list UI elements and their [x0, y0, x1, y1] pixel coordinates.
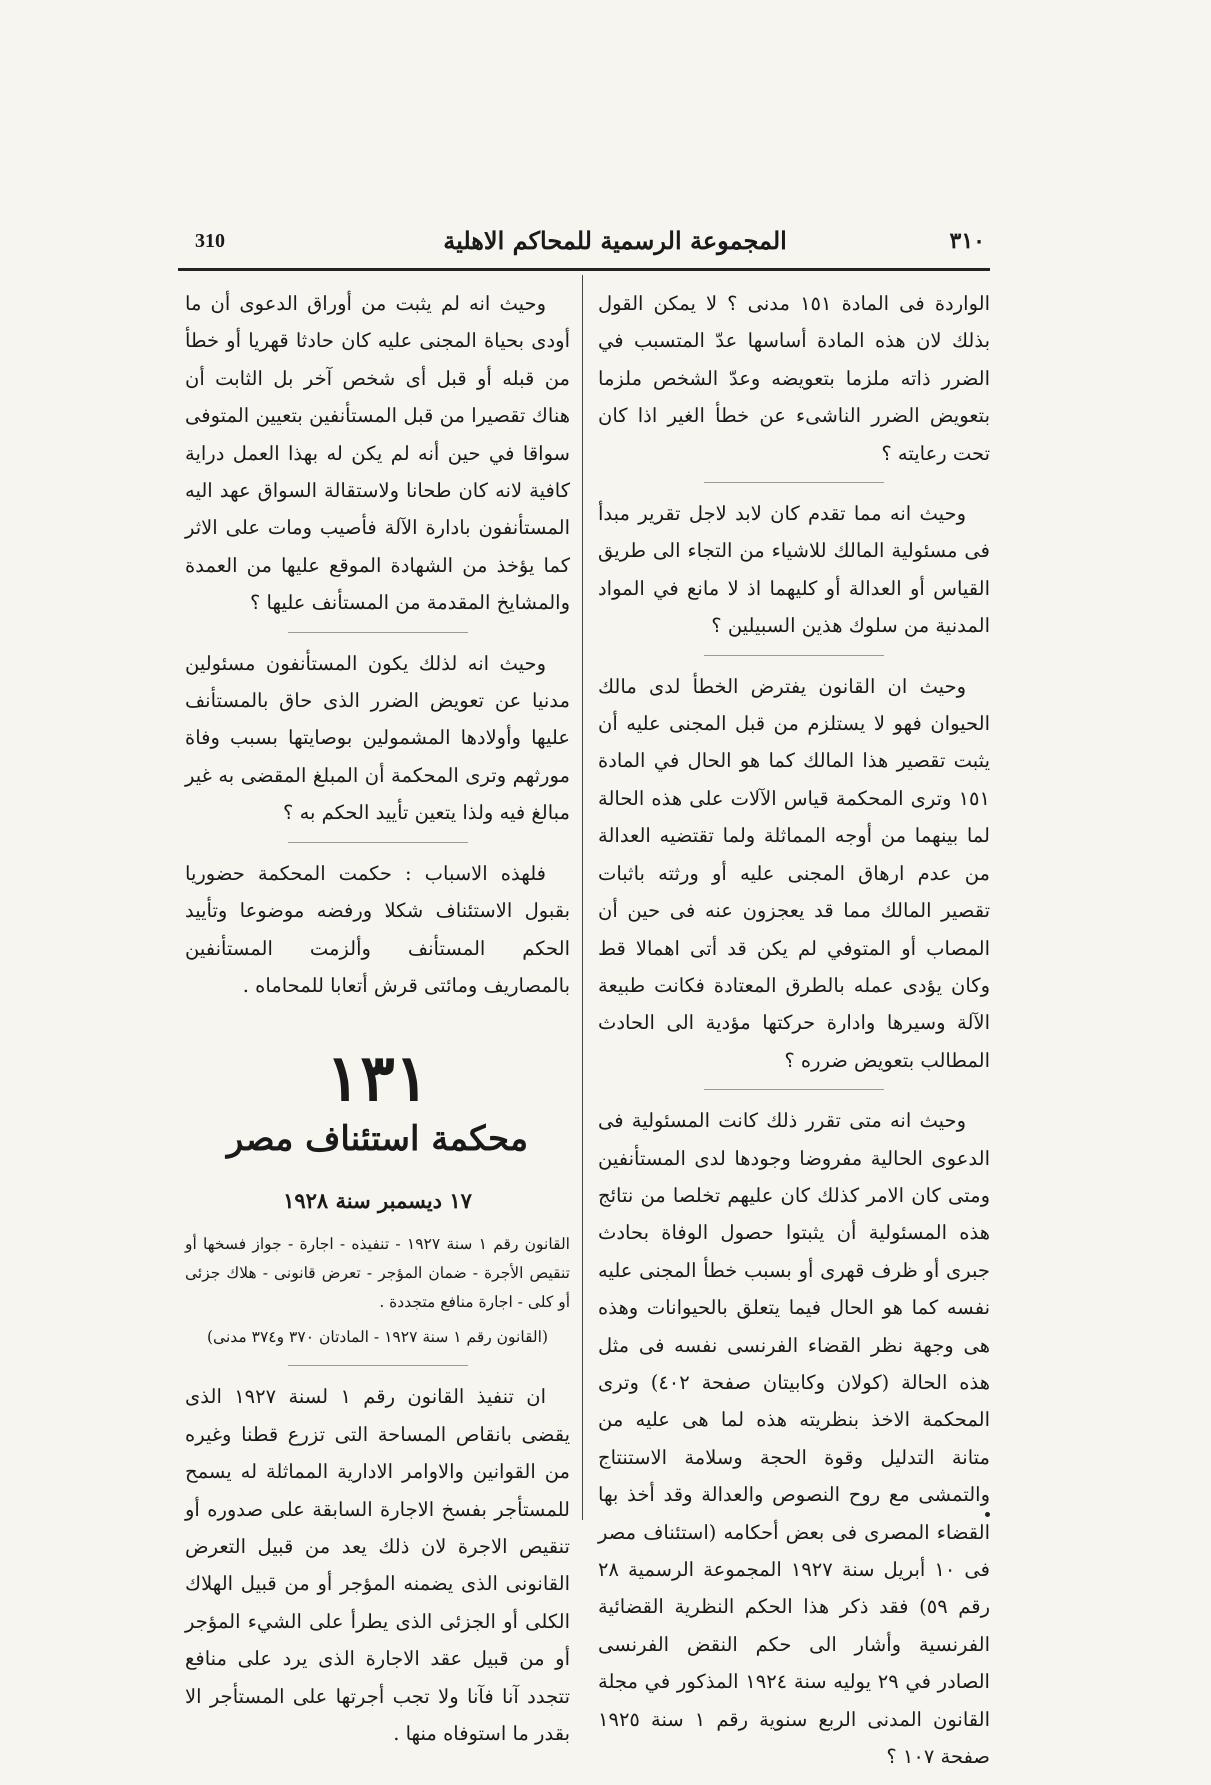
case-principle: ان تنفيذ القانون رقم ١ لسنة ١٩٢٧ الذى يقضى بانقاص المساحة التى تزرع قطنا وغيره من القوانين والاوامر الادارية المماثلة له يسمح للمستأجر بفسخ الاجارة السابقة على صدوره أو تنقيص الاجرة لان ذلك يعد من قبيل التعرض القانونى الذى يضمنه المؤجر أو من قبيل الهلاك الكلى أو الجزئى الذى يطرأ على الشيء المؤجر أو من قبيل عقد الاجارة الذى يرد على منافع تتجدد آنا فآنا ولا تجب أجرتها على المستأجر الا بقدر ما استوفاه منها .	[185, 1385, 570, 1745]
paragraph: الواردة فى المادة ١٥١ مدنى ؟ لا يمكن القول بذلك لان هذه المادة أساسها عدّ المتسبب في الضرر ذاته ملزما بتعويضه وعدّ الشخص ملزما بتعويض الضرر الناشىء عن خطأ الغير اذا كان تحت رعايته ؟	[598, 292, 990, 465]
paragraph-separator	[704, 482, 884, 483]
page-number-latin: 310	[195, 230, 225, 252]
paragraph: وحيث انه مما تقدم كان لابد لاجل تقرير مبدأ فى مسئولية المالك للاشياء من التجاء الى طريق القياس أو العدالة أو كليهما اذ لا مانع في المواد المدنية من سلوك هذين السبيلين ؟	[598, 502, 990, 638]
paragraph: فلهذه الاسباب : حكمت المحكمة حضوريا بقبول الاستئناف شكلا ورفضه موضوعا وتأييد الحكم المستأنف وألزمت المستأنفين بالمصاريف ومائتى قرش أتعابا للمحاماه .	[185, 861, 570, 997]
page-number-arabic: ٣١٠	[949, 228, 985, 254]
paragraph: وحيث انه لم يثبت من أوراق الدعوى أن ما أودى بحياة المجنى عليه كان حادثا قهريا أو خطأ من قبله أو قبل أى شخص آخر بل الثابت أن هناك تقصيرا من قبل المستأنفين بتعيين المتوفى سواقا في حين أنه لم يكن له بهذا العمل دراية كافية لانه كان طحانا ولاستقالة السواق عهد اليه المستأنفون بادارة الآلة فأصيب ومات على الاثر كما يؤخذ من الشهادة الموقع عليها من العمدة والمشايخ المقدمة من المستأنف عليها ؟	[185, 292, 570, 615]
ink-dot	[985, 1512, 990, 1517]
paragraph: وحيث ان القانون يفترض الخطأ لدى مالك الحيوان فهو لا يستلزم من قبل المجنى عليه أن يثبت تقصير هذا المالك كما هو الحال في المادة ١٥١ وترى المحكمة قياس الآلات على هذه الحالة لما بينهما من أوجه المماثلة ولما تقتضيه العدالة من عدم ارهاق المجنى عليه أو ورثته باثبات تقصير المالك مما قد يعجزون عنه فى حين أن المصاب أو المتوفي لم يكن قد أتى اهمالا قط وكان يؤدى عمله بالطرق المعتادة فكانت طبيعة الآلة وسيرها وادارة حركتها مؤدية الى الحادث المطالب بتعويض ضرره ؟	[598, 674, 990, 1072]
running-title: المجموعة الرسمية للمحاكم الاهلية	[443, 226, 787, 255]
paragraph-separator	[288, 1365, 468, 1366]
paragraph: وحيث انه متى تقرر ذلك كانت المسئولية فى الدعوى الحالية مفروضا وجودها لدى المستأنفين ومتى كان الامر كذلك كان عليهم تخلصا من نتائج هذه المسئولية أن يثبتوا حصول الوفاة بحادث جبرى أو ظرف قهرى أو بسبب خطأ المجنى عليه نفسه كما هو الحال فيما يتعلق بالحيوانات وهذه هى وجهة نظر القضاء الفرنسى نفسه فى مثل هذه الحالة (كولان وكابيتان صفحة ٤٠٢) وترى المحكمة الاخذ بنظريته هذه لما هى عليه من متانة التدليل وقوة الحجة وسلامة الاستنتاج والتمشى مع روح النصوص والعدالة وقد أخذ بها القضاء المصرى فى بعض أحكامه (استئناف مصر فى ١٠ أبريل سنة ١٩٢٧ المجموعة الرسمية ٢٨ رقم ٥٩) فقد ذكر هذا الحكم النظرية القضائية الفرنسية وأشار الى حكم النقض الفرنسى الصادر في ٢٩ يوليه سنة ١٩٢٤ المذكور في مجلة القانون المدنى الربع سنوية رقم ١ سنة ١٩٢٥ صفحة ١٠٧ ؟	[598, 1109, 991, 1769]
paragraph-separator	[704, 1089, 884, 1090]
header-rule	[178, 268, 990, 271]
paragraph-separator	[704, 655, 884, 656]
column-divider	[582, 275, 583, 1520]
court-name: محكمة استئناف مصر	[226, 1119, 529, 1160]
page-header	[185, 226, 990, 272]
case-number: ١٣١	[325, 1041, 430, 1117]
case-summary-reference: (القانون رقم ١ سنة ١٩٢٧ - المادتان ٣٧٠ و٣٧٤ مدنى)	[206, 1328, 548, 1347]
paragraph-separator	[288, 842, 468, 843]
paragraph-separator	[288, 632, 468, 633]
right-column	[598, 285, 990, 1785]
case-summary: القانون رقم ١ سنة ١٩٢٧ - تنفيذه - اجارة - جواز فسخها أو تنقيص الأجرة - ضمان المؤجر - تعرض قانونى - هلاك جزئى أو كلى - اجارة منافع متجددة .	[185, 1235, 570, 1312]
paragraph: وحيث انه لذلك يكون المستأنفون مسئولين مدنيا عن تعويض الضرر الذى حاق بالمستأنف عليها وأولادها المشمولين بوصايتها بسبب وفاة مورثهم وترى المحكمة أن المبلغ المقضى به غير مبالغ فيه ولذا يتعين تأييد الحكم به ؟	[185, 651, 570, 825]
case-date: ١٧ ديسمبر سنة ١٩٢٨	[283, 1188, 472, 1214]
left-column	[185, 285, 570, 1762]
